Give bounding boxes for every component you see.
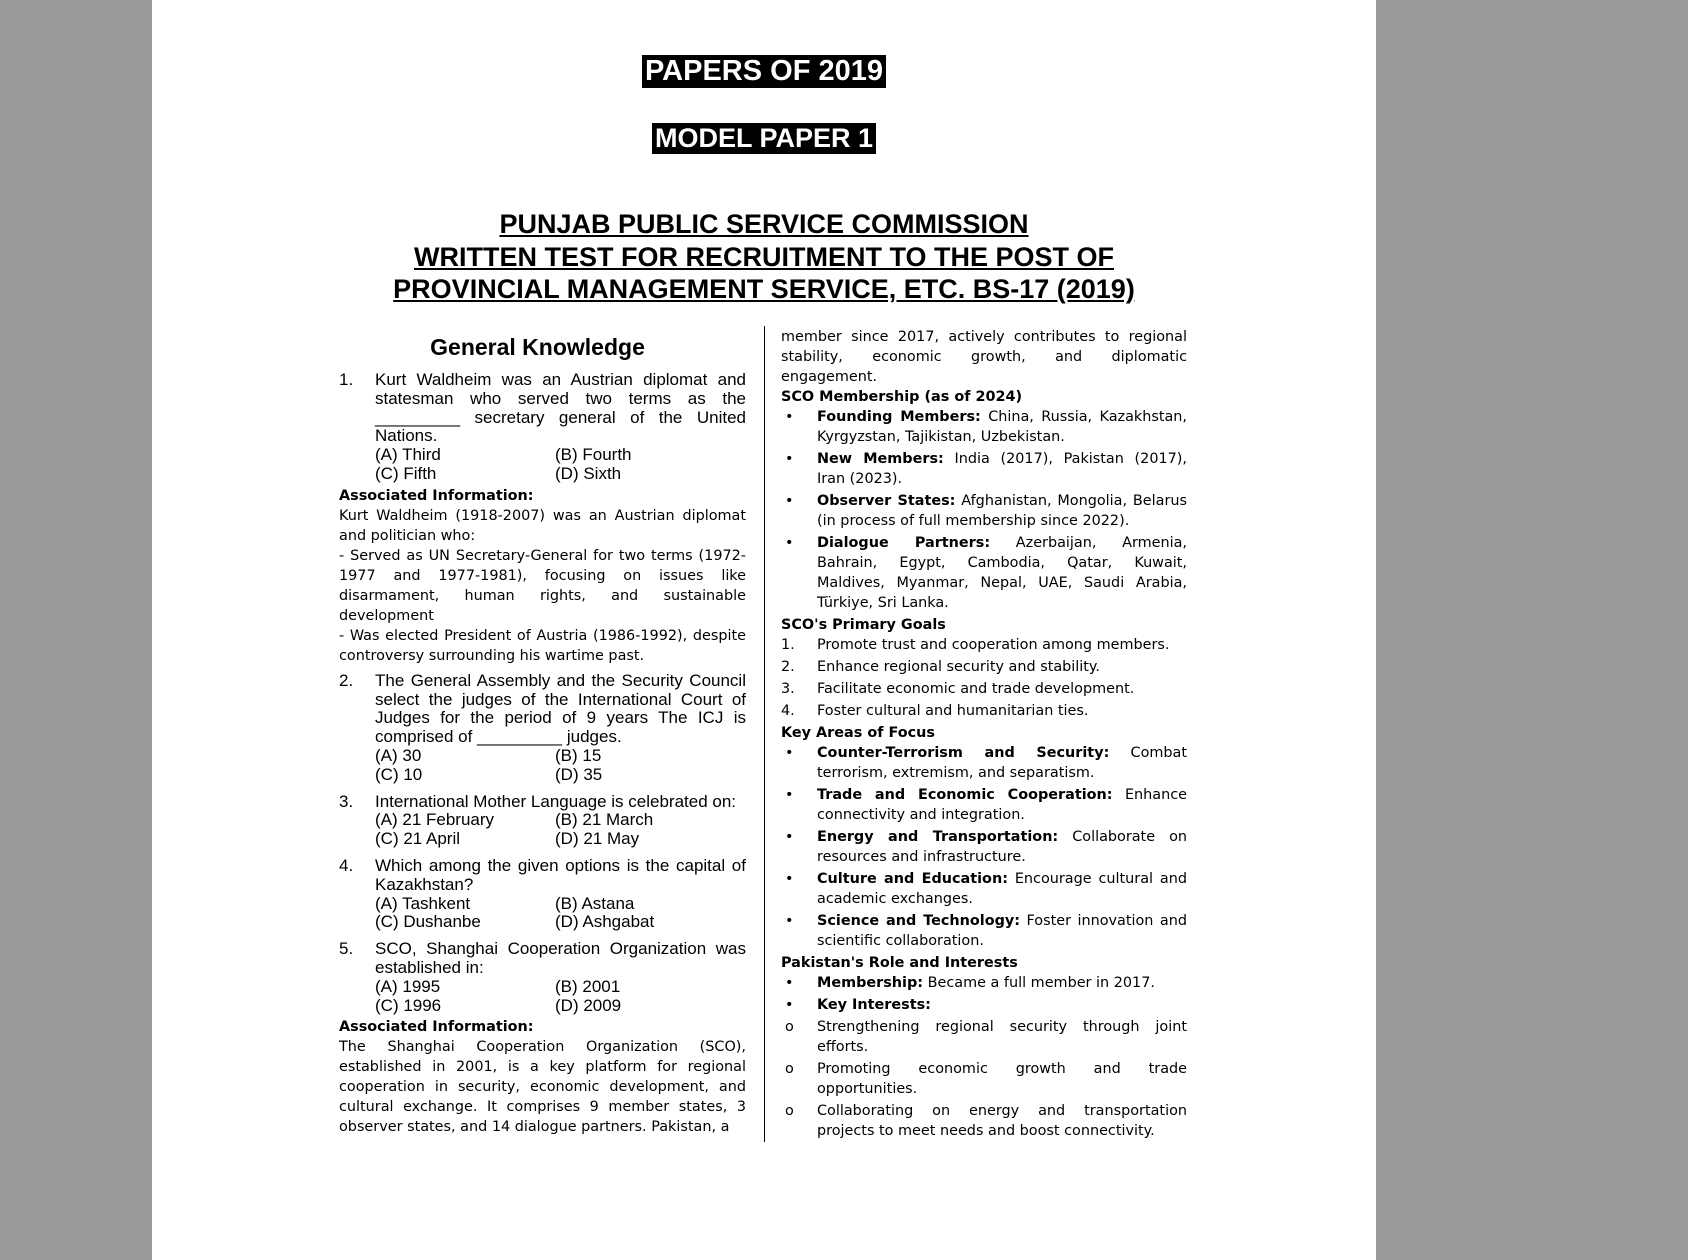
option-a: (A) 21 February	[375, 810, 495, 830]
list-item-label: Trade and Economic Cooperation:	[817, 787, 1113, 803]
membership-list	[781, 407, 1187, 613]
question-2	[339, 672, 746, 785]
list-item-text: Promoting economic growth and trade opportunities.	[817, 1061, 1187, 1097]
list-item	[781, 743, 1187, 783]
question-text: The General Assembly and the Security Council select the judges of the International Court of Judges for the period of 9 years The ICJ is comprised of _________ judges.	[375, 670, 746, 747]
option-d: (D) 35	[555, 764, 603, 784]
document-page	[152, 0, 1376, 1260]
circle-bullet-icon: o	[785, 1103, 794, 1119]
option-d: (D) 21 May	[555, 829, 640, 849]
list-item	[781, 679, 1187, 699]
list-item-text: Foster cultural and humanitarian ties.	[817, 703, 1089, 719]
list-item	[781, 911, 1187, 951]
list-number: 2.	[781, 659, 795, 675]
associated-info-heading: Associated Information:	[339, 1019, 534, 1036]
list-item-label: New Members:	[817, 451, 944, 467]
list-number: 1.	[781, 637, 795, 653]
list-item	[781, 973, 1187, 993]
list-item-text: Collaborating on energy and transportation projects to meet needs and boost connectivity.	[817, 1103, 1187, 1139]
list-number: 3.	[781, 681, 795, 697]
question-text: Kurt Waldheim was an Austrian diplomat and statesman who served two terms as the _________ secretary general of the United Nations.	[375, 370, 746, 446]
list-item-text: India (2017), Pakistan (2017), Iran (2023).	[817, 451, 1187, 487]
pakistan-heading: Pakistan's Role and Interests	[781, 955, 1018, 971]
question-text: SCO, Shanghai Cooperation Organization was established in:	[375, 939, 746, 977]
bullet-icon: •	[785, 493, 794, 509]
question-number: 2.	[339, 670, 354, 690]
list-item-text: Afghanistan, Mongolia, Belarus (in process of full membership since 2022).	[817, 493, 1188, 529]
question-text: Which among the given options is the capital of Kazakhstan?	[375, 855, 746, 894]
list-item-label: Founding Members:	[817, 409, 981, 425]
associated-info-1	[339, 486, 746, 666]
model-paper-label-text: MODEL PAPER 1	[652, 123, 876, 154]
bullet-icon: •	[785, 409, 794, 425]
bullet-icon: •	[785, 829, 794, 845]
model-paper-label	[152, 123, 1376, 154]
sco-intro-continued: member since 2017, actively contributes to regional stability, economic growth, and diplomatic engagement.	[781, 329, 1187, 385]
question-number: 4.	[339, 855, 354, 875]
list-item-text: Encourage cultural and academic exchanges.	[817, 871, 1187, 907]
bullet-icon: •	[785, 913, 794, 929]
list-item	[781, 701, 1187, 721]
question-number: 3.	[339, 791, 354, 811]
list-item	[781, 407, 1187, 447]
list-item-label: Dialogue Partners:	[817, 535, 991, 551]
associated-info-heading: Associated Information:	[339, 487, 534, 504]
question-1	[339, 371, 746, 484]
bullet-icon: •	[785, 871, 794, 887]
list-item-label: Counter-Terrorism and Security:	[817, 745, 1110, 761]
list-item	[781, 491, 1187, 531]
column-divider	[764, 326, 765, 1142]
option-c: (C) 1996	[375, 995, 442, 1015]
list-item-text: Foster innovation and scientific collaboration.	[817, 913, 1187, 949]
question-options	[375, 446, 746, 484]
list-item	[781, 657, 1187, 677]
list-item-label: Key Interests:	[817, 997, 931, 1013]
bullet-icon: •	[785, 975, 794, 991]
list-item	[781, 827, 1187, 867]
circle-bullet-icon: o	[785, 1019, 794, 1035]
heading-line-3: PROVINCIAL MANAGEMENT SERVICE, ETC. BS-17 (2019)	[393, 274, 1135, 304]
goals-list	[781, 635, 1187, 721]
bullet-icon: •	[785, 535, 794, 551]
question-options	[375, 978, 746, 1016]
list-item-label: Membership:	[817, 975, 924, 991]
question-number: 5.	[339, 939, 354, 959]
list-item-text: Enhance connectivity and integration.	[817, 787, 1187, 823]
list-item-text: Promote trust and cooperation among members.	[817, 637, 1170, 653]
right-column	[781, 327, 1187, 1143]
goals-heading: SCO's Primary Goals	[781, 617, 946, 633]
option-d: (D) Ashgabat	[555, 912, 655, 932]
sub-list-item	[781, 1059, 1187, 1099]
question-text: International Mother Language is celebrated on:	[375, 791, 737, 811]
option-d: (D) Sixth	[555, 463, 622, 483]
left-column	[339, 330, 746, 1143]
option-c: (C) Dushanbe	[375, 912, 481, 932]
list-item-text: Became a full member in 2017.	[923, 975, 1155, 991]
exam-heading	[152, 208, 1376, 306]
option-d: (D) 2009	[555, 995, 622, 1015]
circle-bullet-icon: o	[785, 1061, 794, 1077]
question-options	[375, 811, 746, 849]
sub-list-item	[781, 1017, 1187, 1057]
bullet-icon: •	[785, 451, 794, 467]
list-item	[781, 785, 1187, 825]
option-a: (A) Third	[375, 445, 441, 465]
option-a: (A) 1995	[375, 976, 441, 996]
bullet-icon: •	[785, 745, 794, 761]
option-a: (A) 30	[375, 745, 422, 765]
associated-info-para: - Was elected President of Austria (1986-1992), despite controversy surrounding his wartime past.	[339, 627, 746, 664]
list-item	[781, 635, 1187, 655]
option-b: (B) Fourth	[555, 445, 632, 465]
option-c: (C) Fifth	[375, 463, 437, 483]
question-4	[339, 857, 746, 932]
list-item	[781, 533, 1187, 613]
membership-heading: SCO Membership (as of 2024)	[781, 389, 1023, 405]
associated-info-para: The Shanghai Cooperation Organization (SCO), established in 2001, is a key platform for regional cooperation in security, economic development, and cultural exchange. It comprises 9 member states, 3 observer states, and 14 dialogue partners. Pakistan, a	[339, 1039, 746, 1136]
bullet-icon: •	[785, 997, 794, 1013]
list-item-text: Collaborate on resources and infrastructure.	[817, 829, 1187, 865]
list-item-text: China, Russia, Kazakhstan, Kyrgyzstan, Tajikistan, Uzbekistan.	[817, 409, 1188, 445]
option-c: (C) 10	[375, 764, 423, 784]
focus-list	[781, 743, 1187, 951]
option-b: (B) 21 March	[555, 810, 654, 830]
associated-info-5	[339, 1017, 746, 1137]
option-c: (C) 21 April	[375, 829, 461, 849]
option-a: (A) Tashkent	[375, 893, 471, 913]
heading-line-2: WRITTEN TEST FOR RECRUITMENT TO THE POST OF	[414, 241, 1114, 272]
question-options	[375, 747, 746, 785]
bullet-icon: •	[785, 787, 794, 803]
list-item-label: Energy and Transportation:	[817, 829, 1059, 845]
papers-label	[152, 55, 1376, 88]
list-item	[781, 995, 1187, 1015]
question-options	[375, 895, 746, 933]
question-5	[339, 940, 746, 1015]
list-item-text: Combat terrorism, extremism, and separatism.	[817, 745, 1187, 781]
option-b: (B) 15	[555, 745, 602, 765]
papers-label-text: PAPERS OF 2019	[642, 55, 886, 88]
list-item	[781, 449, 1187, 489]
question-number: 1.	[339, 370, 354, 389]
associated-info-para: Kurt Waldheim (1918-2007) was an Austrian diplomat and politician who:	[339, 507, 746, 544]
option-b: (B) Astana	[555, 893, 635, 913]
focus-heading: Key Areas of Focus	[781, 725, 935, 741]
list-item-text: Facilitate economic and trade development.	[817, 681, 1135, 697]
list-item-text: Azerbaijan, Armenia, Bahrain, Egypt, Cambodia, Qatar, Kuwait, Maldives, Myanmar, Nepal, UAE, Saudi Arabia, Türkiye, Sri Lanka.	[817, 535, 1187, 611]
pakistan-list	[781, 973, 1187, 1141]
sub-list-item	[781, 1101, 1187, 1141]
list-item-text: Enhance regional security and stability.	[817, 659, 1100, 675]
section-title: General Knowledge	[430, 334, 645, 360]
question-3	[339, 793, 746, 849]
list-item-label: Observer States:	[817, 493, 956, 509]
list-item	[781, 869, 1187, 909]
associated-info-para: - Served as UN Secretary-General for two terms (1972-1977 and 1977-1981), focusing on issues like disarmament, human rights, and sustainable development	[339, 547, 746, 624]
option-b: (B) 2001	[555, 976, 621, 996]
list-item-text: Strengthening regional security through joint efforts.	[817, 1019, 1187, 1055]
heading-line-1: PUNJAB PUBLIC SERVICE COMMISSION	[499, 209, 1029, 239]
list-item-label: Science and Technology:	[817, 913, 1021, 929]
list-item-label: Culture and Education:	[817, 871, 1008, 887]
list-number: 4.	[781, 703, 795, 719]
